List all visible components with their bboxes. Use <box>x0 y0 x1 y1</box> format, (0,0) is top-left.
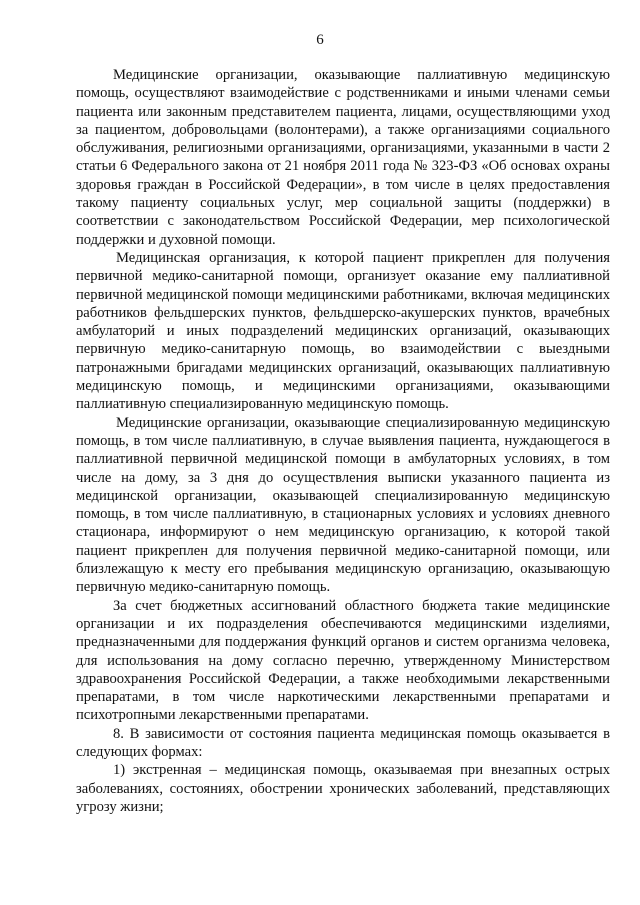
paragraph-budget: За счет бюджетных ассигнований областного бюджета такие медицинские организации и их подразделения обеспечиваются медицинскими изделиями, предназначенными для поддержания функций органов и систем организма человека, для использования на дому согласно перечню, утвержденному Министерством здравоохранения Российской Федерации, а также необходимыми лекарственными препаратами, в том числе наркотическими лекарственными препаратами и психотропными лекарственными препаратами. <box>76 597 610 724</box>
paragraph-emergency: 1) экстренная – медицинская помощь, оказываемая при внезапных острых заболеваниях, состояниях, обострении хронических заболеваний, представляющих угрозу жизни; <box>76 762 610 815</box>
document-body <box>76 66 610 816</box>
paragraph-primary-care: Медицинская организация, к которой пациент прикреплен для получения первичной медико-санитарной помощи, организует оказание ему паллиативной первичной медицинской помощи медицинскими работниками, включая медицинских работников фельдшерских пунктов, фельдшерско-акушерских пунктов, врачебных амбулаторий и иных подразделений медицинских организаций, оказывающих первичную медико-санитарную помощь, во взаимодействии с выездными патронажными бригадами медицинских организаций, оказывающих паллиативную медицинскую помощь, и медицинскими организациями, оказывающими паллиативную специализированную медицинскую помощь. <box>76 249 610 413</box>
paragraph-interaction: Медицинские организации, оказывающие паллиативную медицинскую помощь, осуществляют взаимодействие с родственниками и иными членами семьи пациента или законным представителем пациента, лицами, осуществляющими уход за пациентом, добровольцами (волонтерами), а также организациями социального обслуживания, религиозными организациями, организациями, указанными в части 2 статьи 6 Федерального закона от 21 ноября 2011 года № 323-ФЗ «Об основах охраны здоровья граждан в Российской Федерации», в том числе в целях предоставления такому пациенту социальных услуг, мер социальной защиты (поддержки) в соответствии с законодательством Российской Федерации, мер психологической поддержки и духовной помощи. <box>76 67 610 248</box>
paragraph-specialized-care: Медицинские организации, оказывающие специализированную медицинскую помощь, в том числе паллиативную, в случае выявления пациента, нуждающегося в паллиативной первичной медицинской помощи в амбулаторных условиях, в том числе на дому, за 3 дня до осуществления выписки указанного пациента из медицинской организации, оказывающей специализированную медицинскую помощь, в том числе паллиативную, в стационарных условиях и условиях дневного стационара, информируют о нем медицинскую организацию, к которой такой пациент прикреплен для получения первичной медико-санитарной помощи, или близлежащую к месту его пребывания медицинскую организацию, оказывающую первичную медико-санитарную помощь. <box>76 414 610 596</box>
page-number: 6 <box>316 32 324 48</box>
paragraph-forms-intro: 8. В зависимости от состояния пациента медицинская помощь оказывается в следующих формах: <box>76 725 610 760</box>
